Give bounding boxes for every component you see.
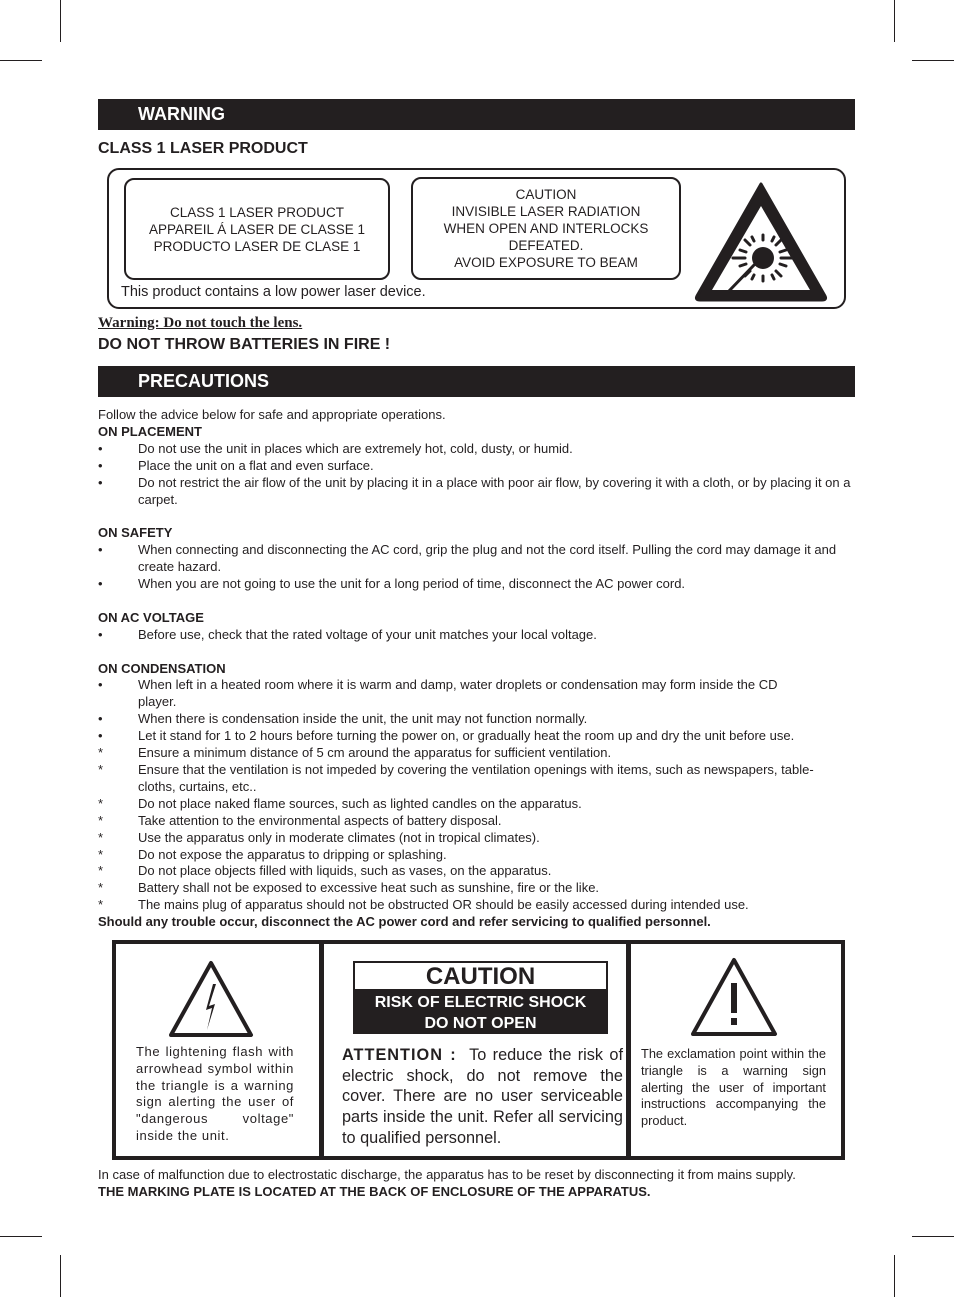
- item-text: Place the unit on a flat and even surface.: [138, 457, 374, 473]
- bullet-marker: *: [98, 745, 104, 761]
- list-item: [98, 897, 858, 914]
- lightning-explanation: The lightening flash with arrowhead symbol within the triangle is a warning sign alerting the user of "dangerous voltage" inside the unit.: [136, 1044, 294, 1143]
- warning-header: WARNING: [98, 99, 855, 130]
- item-text: Do not restrict the air flow of the unit by placing it in a place with poor air flow, by covering it with a cloth, or by placing it on a carpet.: [138, 474, 851, 507]
- list-item: [98, 627, 858, 644]
- item-text: Battery shall not be exposed to excessive heat such as sunshine, fire or the like.: [138, 880, 600, 896]
- list-item: [98, 863, 858, 880]
- item-text: When left in a heated room where it is warm and damp, water droplets or condensation may form inside the CD player.: [138, 677, 778, 710]
- bullet-marker: *: [98, 829, 104, 845]
- laser-label-panel: [107, 168, 846, 309]
- list-item: [98, 576, 858, 593]
- label-line: APPAREIL Á LASER DE CLASSE 1: [148, 221, 366, 237]
- list-item: [98, 475, 858, 509]
- list-item: [98, 458, 858, 475]
- panel-divider: [319, 944, 324, 1156]
- bullet-marker: •: [98, 474, 103, 490]
- list-item: [98, 847, 858, 864]
- precautions-intro: Follow the advice below for safe and appropriate operations.: [98, 407, 446, 422]
- panel-divider: [626, 944, 631, 1156]
- item-text: Before use, check that the rated voltage of your unit matches your local voltage.: [138, 626, 597, 642]
- list-item: [98, 813, 858, 830]
- laser-class-label: [124, 178, 390, 280]
- list-item: [98, 830, 858, 847]
- list-item: [98, 762, 858, 796]
- crop-mark: [0, 60, 42, 61]
- label-line: WHEN OPEN AND INTERLOCKS: [443, 221, 649, 236]
- label-line: CAUTION: [515, 187, 577, 202]
- label-line: PRODUCTO LASER DE CLASE 1: [153, 238, 361, 254]
- item-text: Ensure a minimum distance of 5 cm around the apparatus for sufficient ventilation.: [138, 745, 612, 761]
- crop-mark: [894, 1255, 895, 1297]
- battery-warning: DO NOT THROW BATTERIES IN FIRE !: [98, 336, 391, 353]
- caution-subtitle: [353, 991, 608, 1034]
- bullet-marker: *: [98, 863, 104, 879]
- section-title: ON CONDENSATION: [98, 660, 226, 676]
- crop-mark: [0, 1236, 42, 1237]
- electric-shock-panel: [112, 940, 845, 1160]
- item-text: Take attention to the environmental aspects of battery disposal.: [138, 812, 502, 828]
- item-text: When connecting and disconnecting the AC cord, grip the plug and not the cord itself. Pulling the cord may damage it and create hazard.: [138, 542, 837, 575]
- crop-mark: [60, 0, 61, 42]
- lens-warning: Warning: Do not touch the lens.: [98, 315, 303, 331]
- list-item: [98, 677, 858, 711]
- section-title: ON SAFETY: [98, 525, 173, 541]
- bullet-marker: *: [98, 846, 104, 862]
- list-item: [98, 441, 858, 458]
- caution-title: CAUTION: [353, 961, 608, 991]
- bullet-marker: •: [98, 576, 103, 592]
- attention-text: To reduce the risk of electric shock, do not remove the cover. There are no user serviceable parts inside the unit. Refer all servicing to qualified personnel.: [342, 1046, 623, 1147]
- section-title: ON PLACEMENT: [98, 423, 202, 439]
- bullet-marker: •: [98, 711, 103, 727]
- list-item: [98, 796, 858, 813]
- laser-caution-label: [411, 177, 681, 280]
- bullet-marker: *: [98, 795, 104, 811]
- label-line: AVOID EXPOSURE TO BEAM: [454, 255, 638, 270]
- precautions-body: [98, 407, 858, 931]
- list-item: [98, 880, 858, 897]
- list-item: [98, 542, 858, 576]
- service-note: Should any trouble occur, disconnect the AC power cord and refer servicing to qualified personnel.: [98, 914, 711, 930]
- item-text: Do not use the unit in places which are extremely hot, cold, dusty, or humid.: [138, 440, 573, 456]
- attention-notice: [342, 1045, 623, 1149]
- crop-mark: [912, 60, 954, 61]
- label-line: DEFEATED.: [508, 238, 584, 253]
- lightning-triangle-icon: [168, 960, 254, 1038]
- bullet-marker: •: [98, 677, 103, 693]
- laser-class-heading: CLASS 1 LASER PRODUCT: [98, 140, 308, 157]
- exclamation-triangle-icon: [690, 957, 778, 1037]
- item-text: Do not place objects filled with liquids, such as vases, on the apparatus.: [138, 863, 552, 879]
- item-text: Use the apparatus only in moderate climates (not in tropical climates).: [138, 829, 540, 845]
- footer-notes: [98, 1166, 796, 1200]
- bullet-marker: •: [98, 728, 103, 744]
- bullet-marker: •: [98, 626, 103, 642]
- label-line: CLASS 1 LASER PRODUCT: [169, 204, 345, 220]
- list-item: [98, 745, 858, 762]
- marking-plate-note: THE MARKING PLATE IS LOCATED AT THE BACK OF ENCLOSURE OF THE APPARATUS.: [98, 1184, 651, 1199]
- exclamation-explanation: The exclamation point within the triangle is a warning sign alerting the user of important instructions accompanying the product.: [641, 1046, 826, 1129]
- laser-hazard-icon: [691, 178, 831, 302]
- crop-mark: [912, 1236, 954, 1237]
- bullet-marker: •: [98, 457, 103, 473]
- crop-mark: [894, 0, 895, 42]
- list-item: [98, 711, 858, 728]
- caution-line: DO NOT OPEN: [424, 1014, 537, 1032]
- esd-note: In case of malfunction due to electrostatic discharge, the apparatus has to be reset by disconnecting it from mains supply.: [98, 1167, 796, 1182]
- bullet-marker: *: [98, 812, 104, 828]
- bullet-marker: •: [98, 542, 103, 558]
- item-text: The mains plug of apparatus should not be obstructed OR should be easily accessed during intended use.: [138, 897, 749, 913]
- crop-mark: [60, 1255, 61, 1297]
- item-text: Do not expose the apparatus to dripping or splashing.: [138, 846, 447, 862]
- item-text: Ensure that the ventilation is not impeded by covering the ventilation openings with items, such as newspapers, table-cloths, curtains, etc..: [138, 761, 814, 794]
- bullet-marker: •: [98, 440, 103, 456]
- precautions-header: PRECAUTIONS: [98, 366, 855, 397]
- label-line: INVISIBLE LASER RADIATION: [451, 204, 641, 219]
- item-text: When there is condensation inside the unit, the unit may not function normally.: [138, 711, 588, 727]
- bullet-marker: *: [98, 880, 104, 896]
- bullet-marker: *: [98, 897, 104, 913]
- list-item: [98, 728, 858, 745]
- bullet-marker: *: [98, 761, 104, 777]
- item-text: Let it stand for 1 to 2 hours before turning the power on, or gradually heat the room up and dry the unit before use.: [138, 728, 795, 744]
- section-title: ON AC VOLTAGE: [98, 609, 204, 625]
- item-text: Do not place naked flame sources, such as lighted candles on the apparatus.: [138, 795, 582, 811]
- attention-label: ATTENTION :: [342, 1046, 457, 1064]
- item-text: When you are not going to use the unit for a long period of time, disconnect the AC power cord.: [138, 576, 686, 592]
- laser-note: This product contains a low power laser device.: [121, 284, 426, 300]
- caution-line: RISK OF ELECTRIC SHOCK: [374, 993, 587, 1011]
